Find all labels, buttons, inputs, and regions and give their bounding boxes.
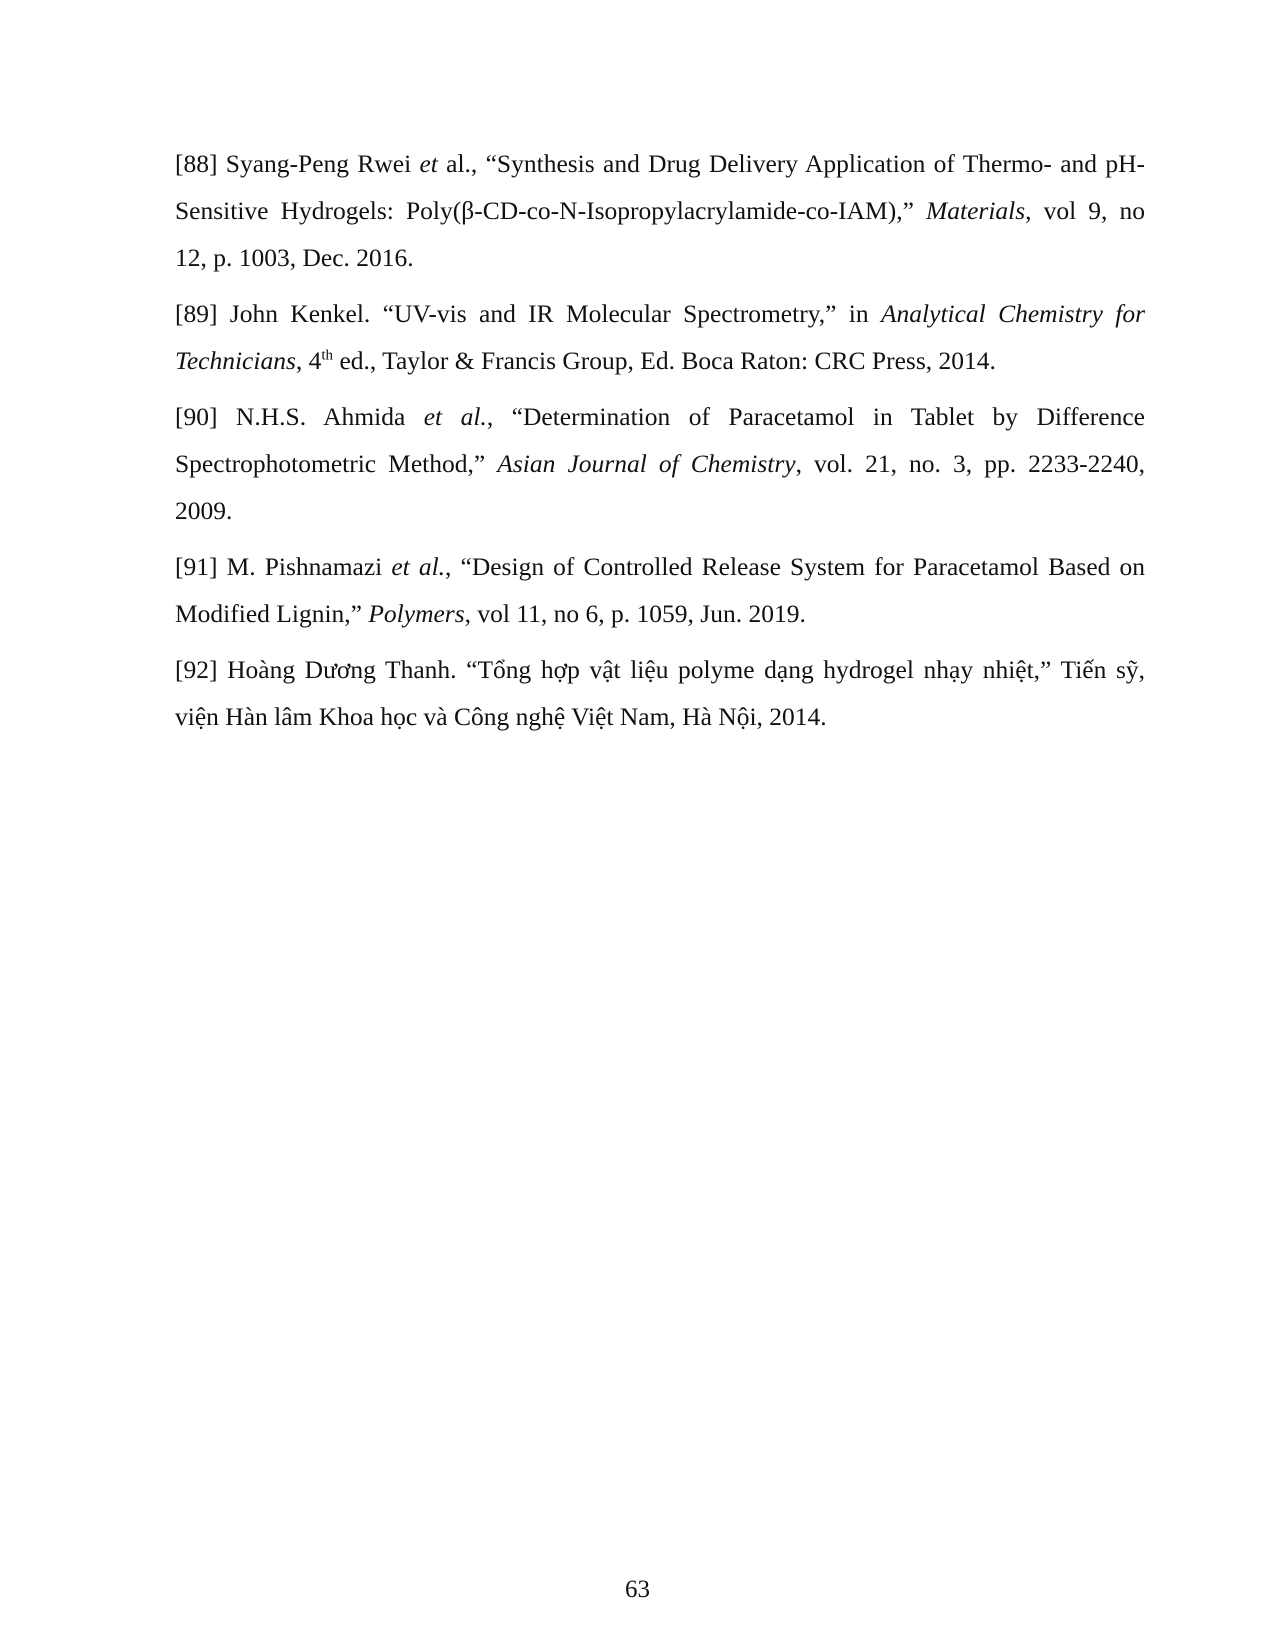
ref-journal: Asian Journal of Chemistry: [497, 449, 796, 478]
ref-text: [88] Syang-Peng Rwei: [175, 149, 420, 178]
ref-text: , vol. 21, no. 3, pp. 2233-2240, 2009.: [175, 449, 1146, 525]
ref-text: [91] M. Pishnamazi: [175, 552, 392, 581]
reference-89: [175, 290, 1145, 384]
ref-italic: et: [419, 149, 438, 178]
ref-text: [89] John Kenkel. “UV-vis and IR Molecular Spectrometry,” in: [175, 299, 881, 328]
page-number: 63: [625, 1576, 650, 1603]
reference-91: [175, 543, 1145, 637]
ref-journal: Materials: [926, 196, 1026, 225]
ref-superscript: th: [321, 347, 334, 364]
ref-italic: et al.: [391, 552, 446, 581]
ref-text: , “Design of Controlled Release System for Paracetamol Based on Modified Lignin,”: [175, 552, 1145, 628]
ref-text: , 4: [295, 346, 322, 375]
reference-88: [175, 140, 1145, 281]
ref-text: , vol 9, no 12, p. 1003, Dec. 2016.: [175, 196, 1145, 272]
reference-90: [175, 393, 1145, 534]
reference-92: [175, 646, 1145, 740]
ref-book-title: Analytical Chemistry for Technicians: [175, 299, 1145, 375]
ref-journal: Polymers: [368, 599, 465, 628]
ref-italic: et al.: [423, 402, 487, 431]
ref-text: , vol 11, no 6, p. 1059, Jun. 2019.: [464, 599, 806, 628]
ref-text: [90] N.H.S. Ahmida: [175, 402, 424, 431]
ref-text: ed., Taylor & Francis Group, Ed. Boca Raton: CRC Press, 2014.: [333, 346, 996, 375]
ref-text: [92] Hoàng Dương Thanh. “Tổng hợp vật liệu polyme dạng hydrogel nhạy nhiệt,” Tiến sỹ, viện Hàn lâm Khoa học và Công nghệ Việt Nam, Hà Nội, 2014.: [175, 655, 1145, 731]
reference-list: [175, 140, 1145, 749]
ref-text: , “Determination of Paracetamol in Tablet by Difference Spectrophotometric Method,”: [175, 402, 1145, 478]
ref-text: al., “Synthesis and Drug Delivery Application of Thermo- and pH-Sensitive Hydrogels: Poly(β-CD-co-N-Isopropylacrylamide-co-IAM),”: [175, 149, 1145, 225]
